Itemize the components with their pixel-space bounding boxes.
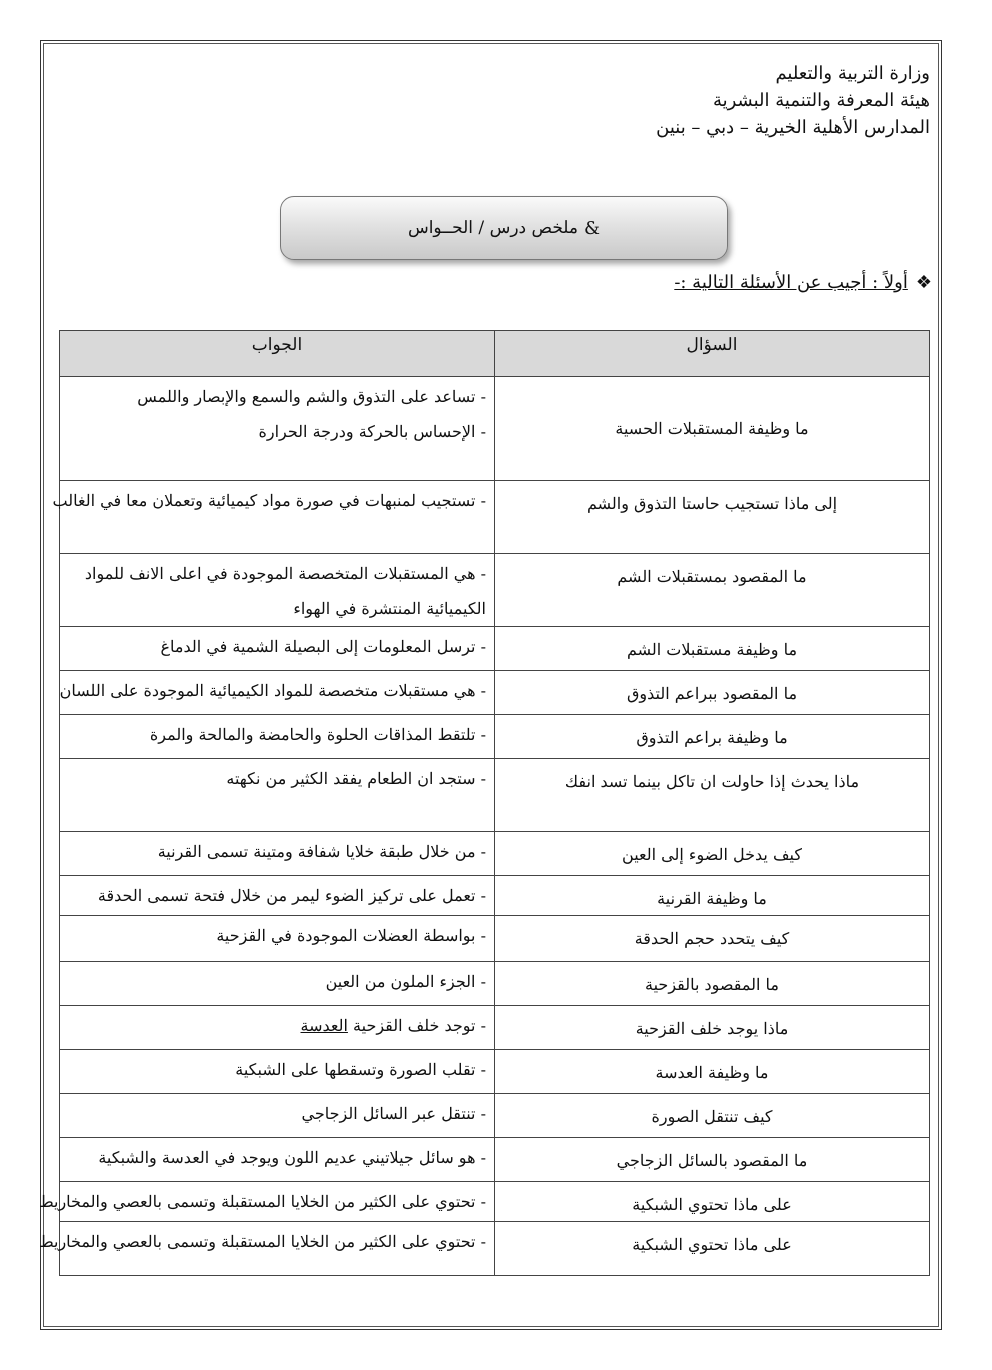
lesson-title-box xyxy=(280,196,728,260)
question-cell xyxy=(495,832,930,876)
question-text: كيف يتحدد حجم الحدقة xyxy=(634,929,790,948)
answer-line: - تحتوي على الكثير من الخلايا المستقبلة وتسمى بالعصي والمخاريط xyxy=(38,1192,486,1211)
section-heading xyxy=(674,272,932,293)
answer-line: - هي المستقبلات المتخصصة الموجودة في اعلى الانف للمواد xyxy=(84,564,486,583)
table-row xyxy=(60,377,930,481)
section-heading-text: أولاً : أجيب عن الأسئلة التالية :- xyxy=(674,272,908,293)
question-text: ما المقصود بالسائل الزجاجي xyxy=(616,1151,808,1170)
table-row xyxy=(60,832,930,876)
question-text: ما وظيفة مستقبلات الشم xyxy=(626,640,798,659)
answer-line xyxy=(68,1008,486,1043)
answer-cell xyxy=(60,1094,495,1138)
answer-cell xyxy=(60,759,495,832)
answer-cell xyxy=(60,962,495,1006)
answer-cell xyxy=(60,377,495,481)
question-text: على ماذا تحتوي الشبكية xyxy=(632,1195,792,1214)
answer-line: - تساعد على التذوق والشم والسمع والإبصار واللمس xyxy=(137,387,486,406)
question-cell xyxy=(495,876,930,916)
answer-cell xyxy=(52,481,495,554)
answer-cell xyxy=(38,1182,495,1222)
question-cell xyxy=(495,916,930,962)
question-text: ماذا يحدث إذا حاولت ان تاكل بينما تسد انفك xyxy=(564,772,860,791)
table-row xyxy=(60,715,930,759)
question-cell xyxy=(495,1094,930,1138)
school-name: المدارس الأهلية الخيرية – دبي – بنين xyxy=(656,117,930,138)
answer-cell xyxy=(60,916,495,962)
table-row xyxy=(60,554,930,627)
answer-cell xyxy=(60,832,495,876)
table-header-row xyxy=(60,331,930,377)
question-cell xyxy=(495,962,930,1006)
underlined-term: العدسة xyxy=(300,1016,348,1035)
answer-cell xyxy=(60,1050,495,1094)
answer-cell xyxy=(60,554,495,627)
table-row xyxy=(60,627,930,671)
question-cell xyxy=(495,627,930,671)
authority-name: هيئة المعرفة والتنمية البشرية xyxy=(712,90,930,111)
table-row xyxy=(60,916,930,962)
question-cell xyxy=(495,671,930,715)
answer-line: - بواسطة العضلات الموجودة في القزحية xyxy=(216,926,486,945)
answer-cell xyxy=(60,1006,495,1050)
answer-line: - هي مستقبلات متخصصة للمواد الكيميائية الموجودة على اللسان xyxy=(59,681,486,700)
table-row xyxy=(60,1050,930,1094)
answer-line: - تعمل على تركيز الضوء ليمر من خلال فتحة تسمى الحدقة xyxy=(97,886,486,905)
question-text: ماذا يوجد خلف القزحية xyxy=(635,1019,789,1038)
answer-line: - الإحساس بالحركة ودرجة الحرارة xyxy=(258,422,486,441)
table-row xyxy=(60,1006,930,1050)
answer-line: - هو سائل جيلاتيني عديم اللون ويوجد في العدسة والشبكية xyxy=(98,1148,486,1167)
answer-line: - تلتقط المذاقات الحلوة والحامضة والمالحة والمرة xyxy=(149,725,486,744)
title-mark-icon: & xyxy=(584,217,601,239)
answer-line: - ستجد ان الطعام يفقد الكثير من نكهته xyxy=(226,769,486,788)
answer-text: - توجد خلف القزحية xyxy=(353,1016,486,1035)
question-cell xyxy=(495,1050,930,1094)
table-row xyxy=(60,481,930,554)
question-cell xyxy=(495,1138,930,1182)
question-cell xyxy=(495,715,930,759)
table-row xyxy=(60,1094,930,1138)
answer-line: - تقلب الصورة وتسقطها على الشبكية xyxy=(235,1060,486,1079)
table-row xyxy=(60,1222,930,1276)
answer-line: الكيميائية المنتشرة في الهواء xyxy=(293,599,486,618)
question-cell xyxy=(495,1222,930,1276)
question-text: ما وظيفة براعم التذوق xyxy=(636,728,788,747)
answer-cell xyxy=(60,715,495,759)
table-row xyxy=(60,962,930,1006)
answer-cell xyxy=(38,1222,495,1276)
table-row xyxy=(60,1182,930,1222)
school-header xyxy=(656,60,930,141)
question-column-header: السؤال xyxy=(495,331,930,377)
qa-table xyxy=(38,330,930,1276)
question-cell xyxy=(495,554,930,627)
question-cell xyxy=(495,1006,930,1050)
question-text: كيف يدخل الضوء إلى العين xyxy=(622,845,802,864)
answer-cell xyxy=(60,671,495,715)
answer-line: - من خلال طبقة خلايا شفافة ومتينة تسمى القرنية xyxy=(157,842,486,861)
answer-cell xyxy=(60,876,495,916)
question-text: كيف تنتقل الصورة xyxy=(651,1107,773,1126)
answer-cell xyxy=(60,1138,495,1182)
diamond-bullet-icon: ❖ xyxy=(915,272,932,293)
answer-line: - تحتوي على الكثير من الخلايا المستقبلة وتسمى بالعصي والمخاريط xyxy=(38,1232,486,1251)
table-row xyxy=(60,1138,930,1182)
question-text: ما المقصود ببراعم التذوق xyxy=(626,684,798,703)
answer-line: - ترسل المعلومات إلى البصيلة الشمية في الدماغ xyxy=(160,637,486,656)
table-row xyxy=(60,759,930,832)
question-text: على ماذا تحتوي الشبكية xyxy=(632,1235,792,1254)
question-text: ما وظيفة العدسة xyxy=(655,1063,769,1082)
lesson-title: ملخص درس / الحــواس xyxy=(407,218,579,238)
question-text: إلى ماذا تستجيب حاستا التذوق والشم xyxy=(586,494,838,513)
question-text: ما وظيفة القرنية xyxy=(657,889,767,908)
table-row xyxy=(60,876,930,916)
question-cell xyxy=(495,759,930,832)
answer-cell xyxy=(60,627,495,671)
question-cell xyxy=(495,1182,930,1222)
question-cell xyxy=(495,481,930,554)
table-row xyxy=(60,671,930,715)
answer-line: - الجزء الملون من العين xyxy=(325,972,486,991)
ministry-name: وزارة التربية والتعليم xyxy=(775,63,930,84)
question-text: ما المقصود بالقزحية xyxy=(645,975,779,994)
answer-line: - تنتقل عبر السائل الزجاجي xyxy=(301,1104,486,1123)
answer-column-header: الجواب xyxy=(60,331,495,377)
answer-line: - تستجيب لمنبهات في صورة مواد كيميائية وتعملان معا في الغالب xyxy=(52,491,486,510)
question-text: ما وظيفة المستقبلات الحسية xyxy=(615,419,809,438)
question-text: ما المقصود بمستقبلات الشم xyxy=(617,567,807,586)
question-cell xyxy=(495,377,930,481)
